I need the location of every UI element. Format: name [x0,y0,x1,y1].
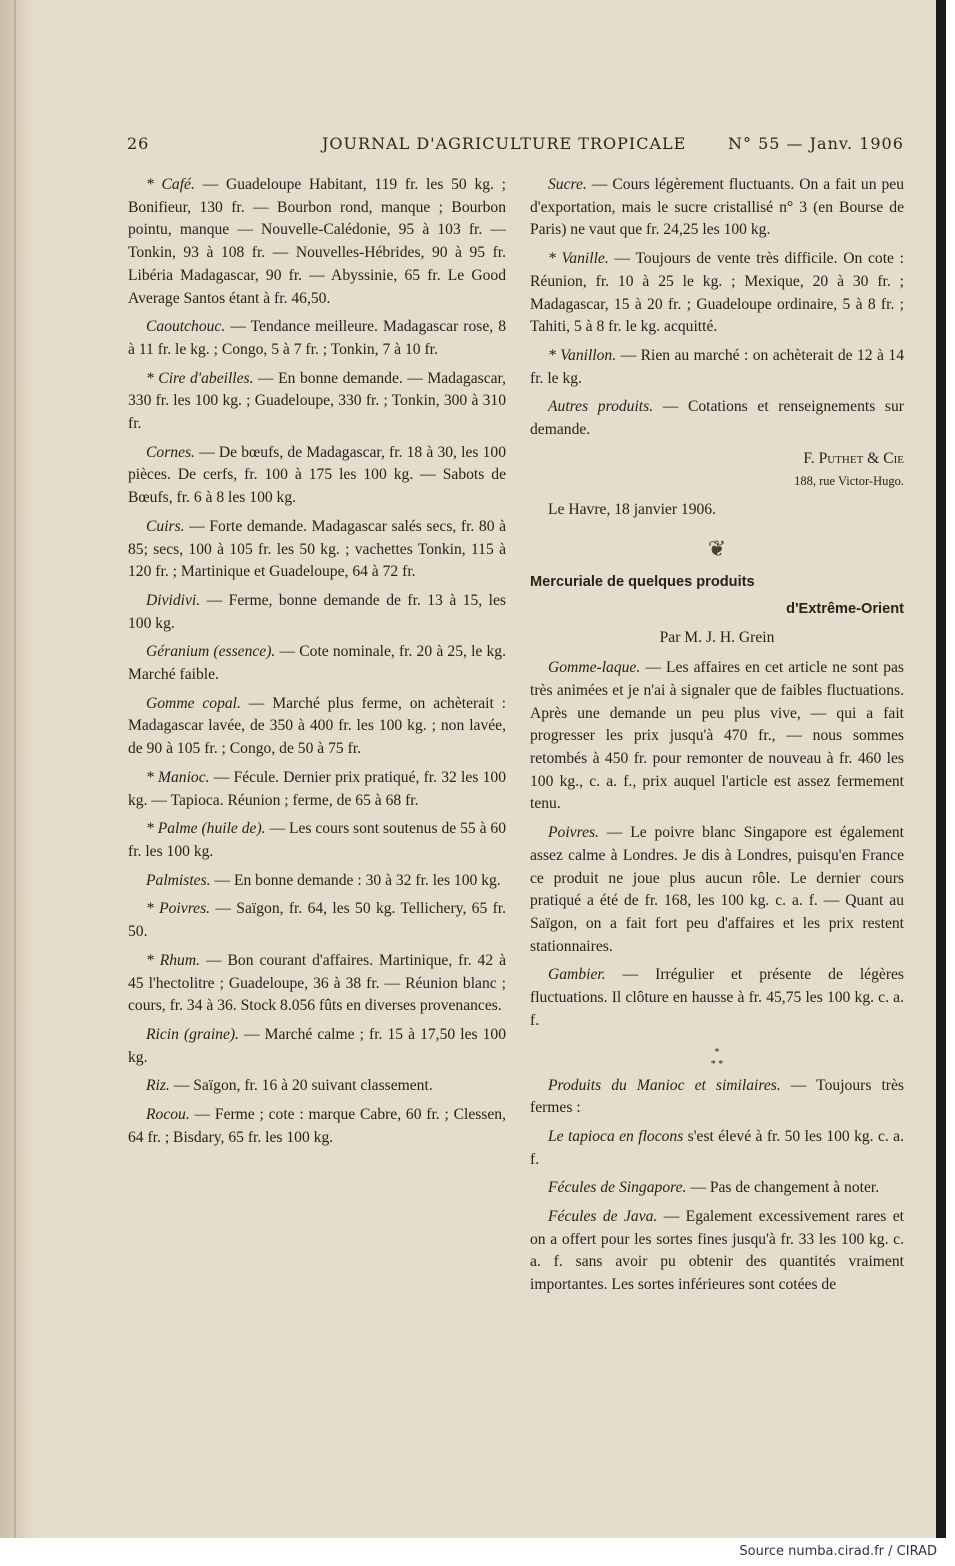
entry-label: * Vanille. [548,250,609,268]
entry-paragraph [128,693,506,761]
entry-paragraph [128,818,506,863]
entry-text: — Pas de changement à noter. [686,1179,880,1197]
entry-label: * Vanillon. [548,346,617,364]
manioc-entries [530,1075,904,1297]
entry-label: * Palme (huile de). [146,820,266,838]
entry-label: Fécules de Java. [548,1208,658,1226]
asterism-icon: * * * [710,1046,724,1070]
ornament-icon: ❦ [707,535,727,561]
byline: Par M. J. H. Grein [659,628,775,646]
entry-label: * Poivres. [146,900,211,918]
entry-text: — Marché calme ; fr. 15 à 17,50 les 100 kg. [128,1025,506,1066]
section-title-line1: Mercuriale de quelques produits [530,573,755,590]
section-title-line2: d'Extrême-Orient [786,600,904,617]
entry-text: s'est élevé à fr. 50 les 100 kg. c. a. f. [530,1127,904,1168]
entry-paragraph [128,442,506,510]
entry-label: Cornes. [146,443,195,461]
entry-paragraph [530,1126,904,1171]
entry-text: — Cote nominale, fr. 20 à 25, le kg. Marché faible. [128,643,506,684]
entry-label: Cuirs. [146,517,185,535]
entry-label: Riz. [146,1077,170,1095]
entry-label: Gomme copal. [146,694,241,712]
entry-text: — Le poivre blanc Singapore est également assez calme à Londres. Je dis à Londres, puisqu'en France ce produit ne joue plus aucun rôle. Le dernier cours pratiqué a été de fr. 168, les 100 kg. c. a. f. — Quant au Saïgon, on a fait fort peu d'affaires et les prix restent stationnaires. [530,824,904,955]
entry-label: Rocou. [146,1106,190,1124]
entry-paragraph [128,898,506,943]
entry-paragraph [128,870,506,893]
entry-text: — Bon courant d'affaires. Martinique, fr. 42 à 45 l'hectolitre ; Guadeloupe, 36 à 38 fr. — Réunion blanc ; cours, fr. 34 à 36. Stock 8.056 fûts en diverses provenances. [128,951,506,1015]
entry-label: Sucre. [548,176,587,193]
entry-label: Autres produits. [548,398,654,416]
entry-paragraph [128,590,506,635]
page-edge [936,0,946,1538]
mercuriale-entries [530,657,904,1032]
entry-text: — Tendance meilleure. Madagascar rose, 8 à 11 fr. le kg. ; Congo, 5 à 7 fr. ; Tonkin, 7 à 10 fr. [128,318,506,358]
left-column [128,174,506,1155]
entry-text: — Fécule. Dernier prix pratiqué, fr. 32 les 100 kg. — Tapioca. Réunion ; ferme, de 65 à 68 fr. [128,768,506,809]
entry-paragraph [128,641,506,686]
page-fold-line [14,0,16,1538]
entry-text: — En bonne demande. — Madagascar, 330 fr. les 100 kg. ; Guadeloupe, 330 fr. ; Tonkin, 300 à 310 fr. [128,369,506,433]
signature-address: 188, rue Victor-Hugo. [794,474,904,489]
entry-label: Le tapioca en flocons [548,1127,684,1145]
entry-text: — Ferme, bonne demande de fr. 13 à 15, les 100 kg. [128,591,506,632]
entry-label: Gomme-laque. [548,659,641,677]
source-credit: Source numba.cirad.fr / CIRAD [739,1544,937,1559]
entry-text: — Les cours sont soutenus de 55 à 60 fr. les 100 kg. [128,820,506,860]
entry-label: * Manioc. [146,768,210,786]
entry-paragraph [128,316,506,361]
entry-paragraph [530,657,904,816]
entry-label: Ricin (graine). [146,1025,239,1043]
entry-paragraph [128,516,506,584]
entry-paragraph [530,396,904,441]
entry-text: — Cours légèrement fluctuants. On a fait un peu d'exportation, mais le sucre cristallisé n° 3 (en Bourse de Paris) ne vaut que fr. 24,25 les 100 kg. [530,176,904,239]
entry-text: — Toujours de vente très difficile. On cote : Réunion, fr. 10 à 25 le kg. ; Mexique, 20 à 30 fr. ; Madagascar, 15 à 20 fr. ; Guadeloupe ordinaire, 5 à 8 fr. ; Tahiti, 5 à 8 fr. le kg. acquitté. [530,250,904,336]
entry-paragraph [530,174,904,242]
entry-label: Palmistes. [146,871,211,889]
entry-text: — De bœufs, de Madagascar, fr. 18 à 30, les 100 pièces. De cerfs, fr. 100 à 175 les 100 kg. — Sabots de Bœufs, fr. 6 à 8 les 100 kg. [128,443,506,507]
entry-text: — Cotations et renseignements sur demande. [530,398,904,439]
entry-paragraph [530,248,904,339]
entry-text: — Ferme ; cote : marque Cabre, 60 fr. ; Clessen, 64 fr. ; Bisdary, 65 fr. les 100 kg. [128,1106,506,1146]
entry-text: — Saïgon, fr. 16 à 20 suivant classement. [169,1077,433,1095]
entry-paragraph [530,1177,904,1200]
page-shadow [0,0,34,1538]
entry-label: * Café. [146,176,195,193]
market-report-continued [530,174,904,442]
dateline: Le Havre, 18 janvier 1906. [548,501,717,519]
entry-text: — Marché plus ferme, on achèterait : Madagascar lavée, de 350 à 400 fr. les 100 kg. ; non lavée, de 90 à 105 fr. ; Congo, de 50 à 75 fr. [128,694,506,758]
entry-text: — Irrégulier et présente de légères fluctuations. Il clôture en hausse à fr. 45,75 les 100 kg. c. a. f. [530,966,904,1029]
entry-text: — Forte demande. Madagascar salés secs, fr. 80 à 85; secs, 100 à 105 fr. les 50 kg. ; vachettes Tonkin, 115 à 120 fr. ; Martinique et Guadeloupe, 64 à 72 fr. [128,517,506,581]
entry-paragraph [128,1104,506,1149]
entry-paragraph [128,174,506,310]
entry-paragraph [530,345,904,390]
entry-label: Géranium (essence). [146,643,276,661]
entry-text: — Saïgon, fr. 64, les 50 kg. Tellichery, 65 fr. 50. [128,900,506,941]
entry-label: Caoutchouc. [146,318,226,336]
entry-text: — Toujours très fermes : [530,1076,904,1117]
entry-paragraph [128,1075,506,1098]
entry-label: Gambier. [548,966,606,984]
entry-paragraph [530,964,904,1032]
entry-paragraph [128,368,506,436]
entry-label: Poivres. [548,824,599,842]
issue-number: N° 55 — Janv. 1906 [728,134,904,153]
entry-text: — Guadeloupe Habitant, 119 fr. les 50 kg. ; Bonifieur, 130 fr. — Bourbon rond, manque ; Bourbon pointu, manque — Nouvelle-Calédonie, 95 à 103 fr. — Tonkin, 93 à 108 fr. — Nouvelles-Hébrides, 90 à 95 fr. Libéria Madagascar, 90 fr. — Abyssinie, 65 fr. Le Good Average Santos étant à fr. 46,50. [128,176,507,307]
page-number: 26 [127,134,150,153]
entry-label: * Rhum. [146,951,201,969]
section-title [530,569,904,623]
entry-label: * Cire d'abeilles. [146,369,254,387]
entry-label: Produits du Manioc et similaires. [548,1076,781,1094]
entry-label: Dividivi. [146,591,201,609]
entry-label: Fécules de Singapore. [548,1179,687,1197]
entry-text: — Les affaires en cet article ne sont pas très animées et je n'ai à signaler que de faibles fluctuations. Après une demande un peu plus vive, — qui a fait progresser les prix jusqu'à 470 fr., — nous sommes retombés à 450 fr. pour remonter de nouveau à fr. 460 les 100 kg., c. a. f., prix auquel l'article est assez fermement tenu. [530,659,904,813]
signature-name: F. Puthet & Cie [803,449,904,467]
entry-text: — En bonne demande : 30 à 32 fr. les 100 kg. [210,871,501,889]
entry-paragraph [128,767,506,812]
entry-paragraph [530,822,904,958]
entry-paragraph [128,950,506,1018]
entry-paragraph [128,1024,506,1069]
entry-text: — Egalement excessivement rares et on a offert pour les sortes fines jusqu'à fr. 33 les 100 kg. c. a. f. sans avoir pu obtenir des quantités vraiment importantes. Les sortes inférieures sont cotées de [530,1208,904,1294]
entry-paragraph [530,1206,904,1297]
journal-title: JOURNAL D'AGRICULTURE TROPICALE [322,134,687,153]
right-column [530,174,904,1303]
entry-text: — Rien au marché : on achèterait de 12 à 14 fr. le kg. [530,346,904,387]
entry-paragraph [530,1075,904,1120]
